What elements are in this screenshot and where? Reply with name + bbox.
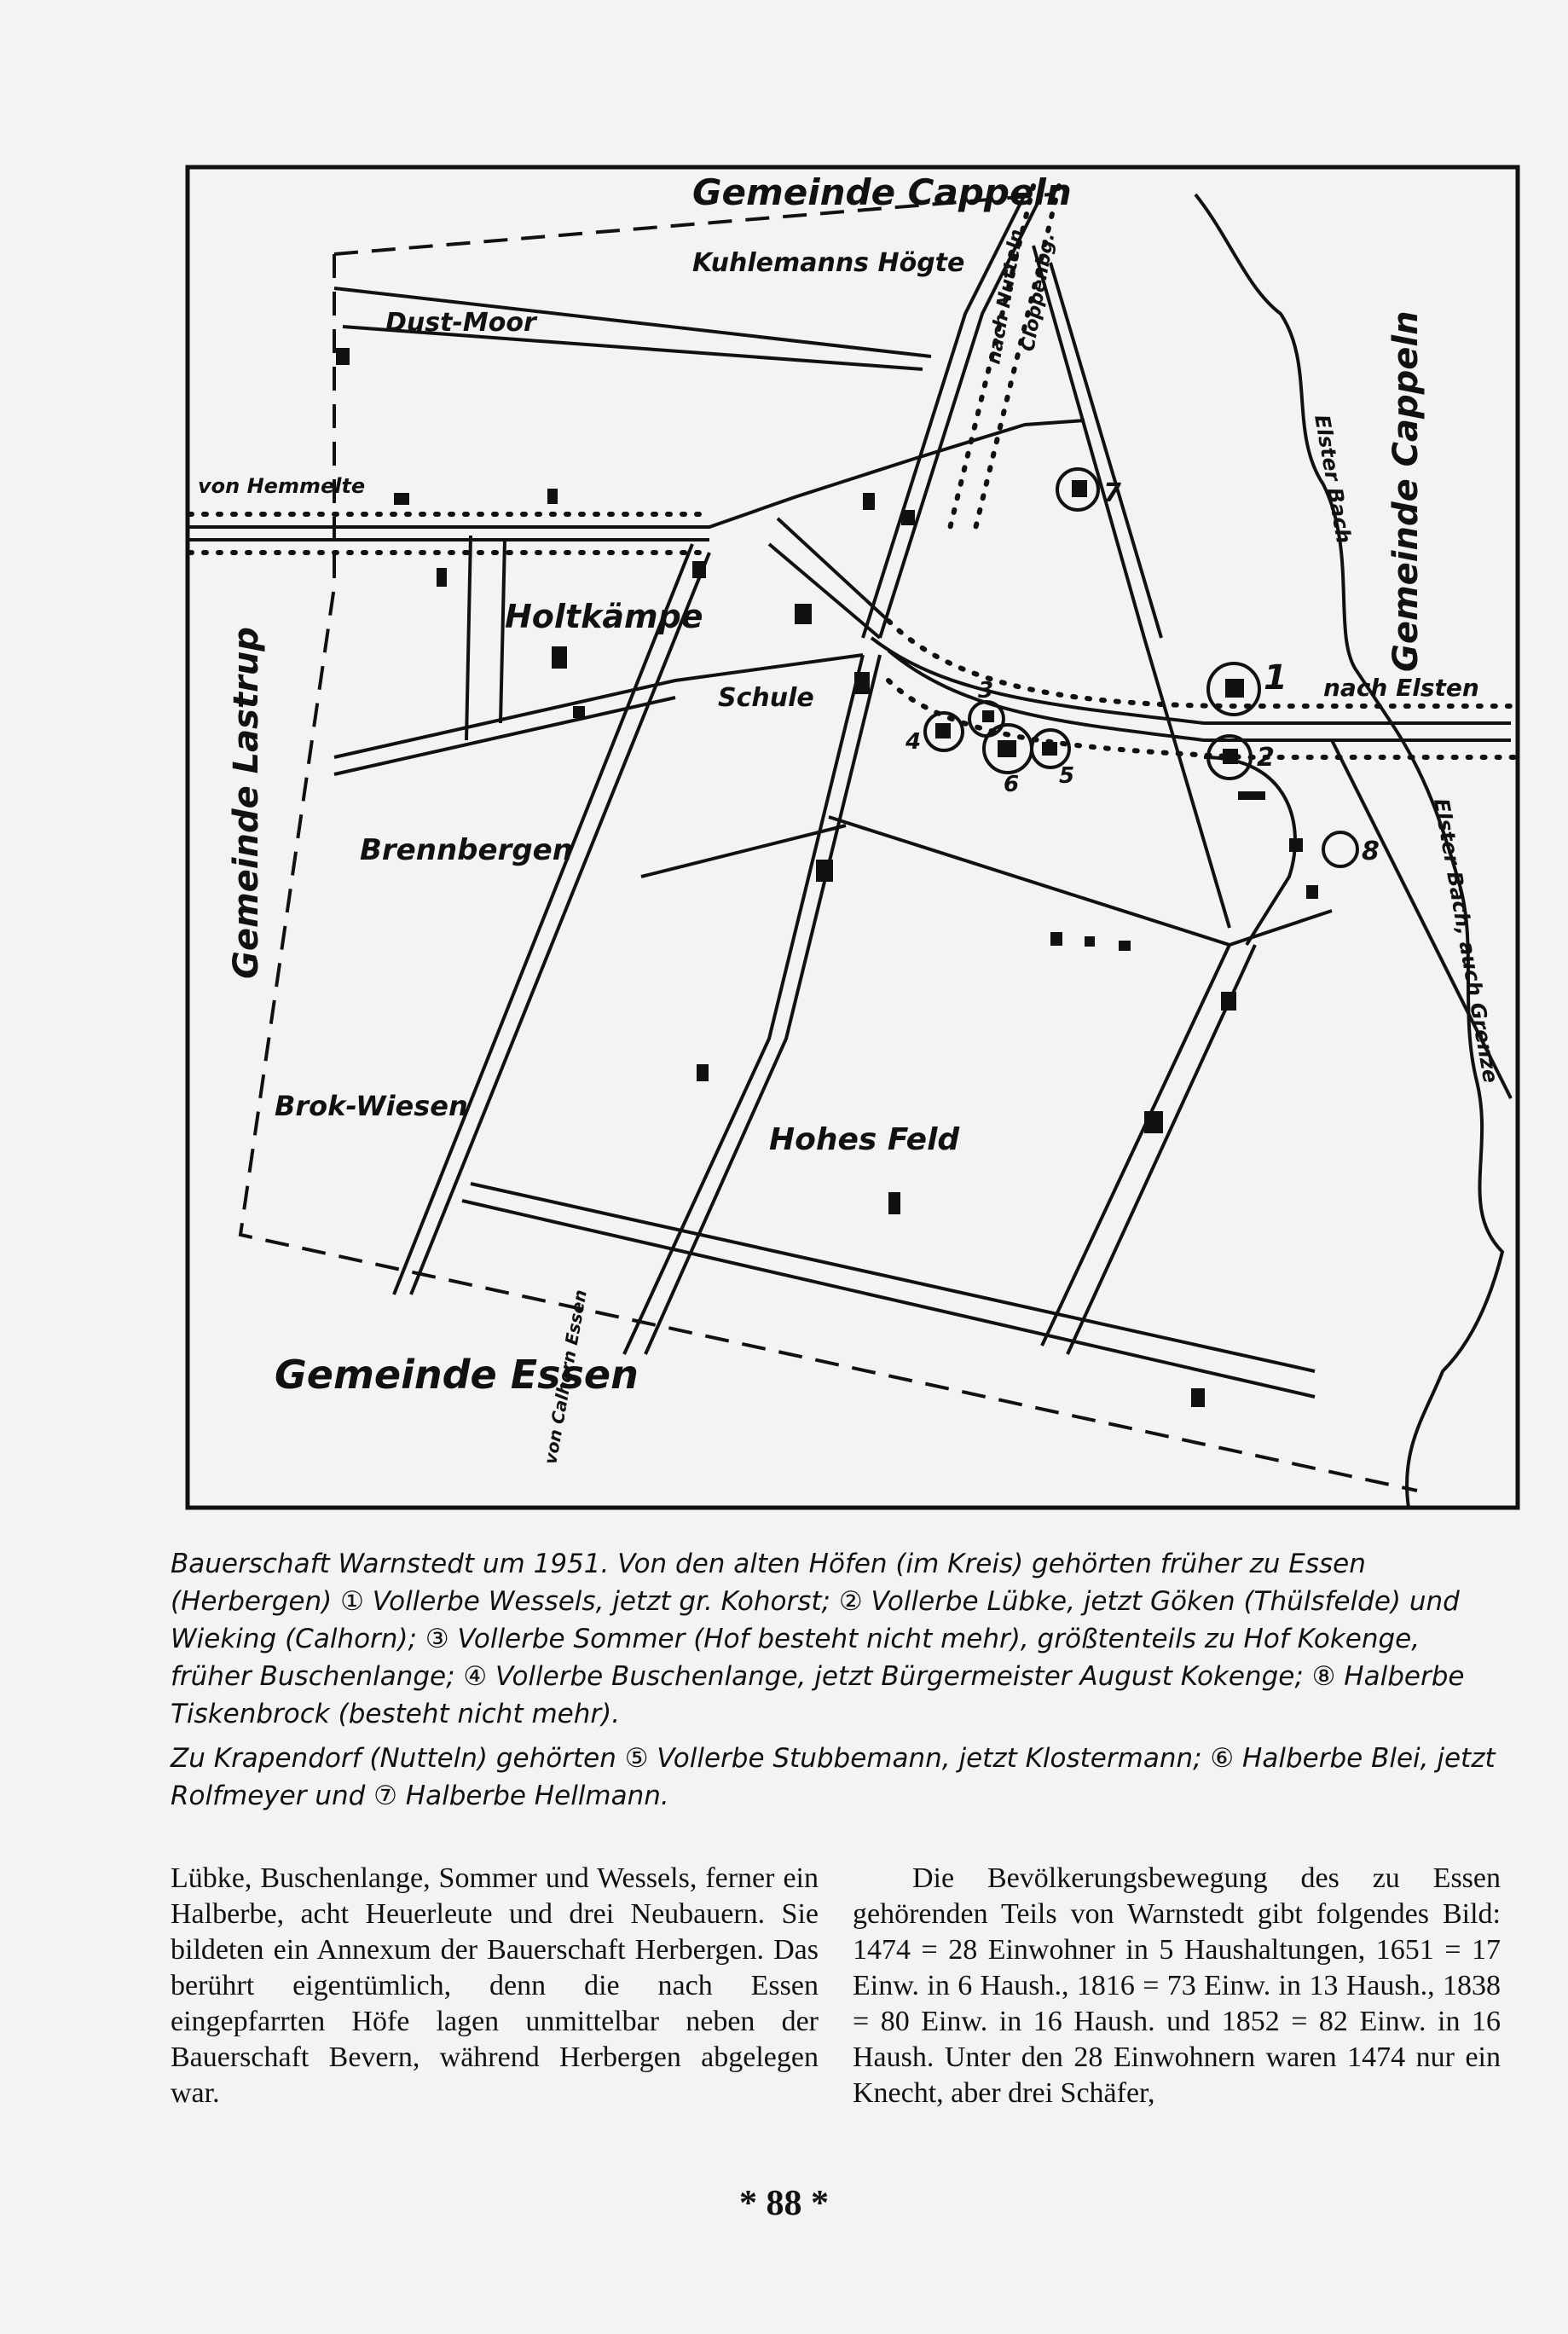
building bbox=[1306, 885, 1318, 899]
building bbox=[1223, 749, 1238, 764]
farm-number-5: 5 bbox=[1059, 763, 1075, 789]
building bbox=[1191, 1388, 1205, 1407]
building bbox=[935, 723, 951, 738]
label-gemeinde-essen: Gemeinde Essen bbox=[275, 1352, 639, 1398]
building bbox=[1050, 932, 1062, 946]
building bbox=[998, 740, 1016, 757]
building bbox=[888, 1192, 900, 1214]
label-von-hemmelte: von Hemmelte bbox=[198, 474, 366, 498]
building bbox=[982, 710, 994, 722]
map-caption bbox=[171, 1545, 1501, 1815]
building bbox=[547, 489, 558, 504]
body-text-left: Lübke, Buschenlange, Sommer und Wessels, ferner ein Halberbe, acht Heuerleute und drei Neubauern. Sie bildeten ein Annexum der Bauerschaft Herbergen. Das berührt eigentümlich, denn die nach Essen eingepfarrten Höfe lagen unmittelbar neben der Bauerschaft Bevern, während Herbergen abgelegen war. bbox=[171, 1862, 819, 2109]
building bbox=[901, 510, 915, 525]
label-elster-bach-grenze: Elster Bach, auch Grenze bbox=[1429, 796, 1503, 1086]
road bbox=[334, 655, 863, 774]
building bbox=[336, 348, 350, 365]
label-gemeinde-lastrup: Gemeinde Lastrup bbox=[227, 627, 266, 979]
building bbox=[1238, 791, 1265, 800]
label-gemeinde-cappeln-top: Gemeinde Cappeln bbox=[692, 171, 1072, 213]
label-gemeinde-cappeln-right: Gemeinde Cappeln bbox=[1386, 310, 1426, 672]
building bbox=[697, 1064, 709, 1081]
label-cloppenburg: Cloppenbg. bbox=[1017, 231, 1060, 354]
road bbox=[624, 655, 880, 1354]
label-dust-moor: Dust-Moor bbox=[385, 308, 536, 338]
road bbox=[1204, 757, 1295, 945]
building bbox=[1225, 679, 1244, 698]
farm-number-2: 2 bbox=[1257, 743, 1275, 773]
building bbox=[1042, 742, 1057, 756]
building bbox=[552, 646, 567, 669]
building bbox=[816, 860, 833, 882]
farm-circle-8 bbox=[1323, 832, 1357, 866]
label-brok-wiesen: Brok-Wiesen bbox=[275, 1090, 468, 1122]
caption-paragraph-2: Zu Krapendorf (Nutteln) gehörten ⑤ Vollerbe Stubbemann, jetzt Klostermann; ⑥ Halberbe Blei, jetzt Rolfmeyer und ⑦ Halberbe Hellmann. bbox=[171, 1743, 1496, 1811]
label-brennbergen: Brennbergen bbox=[360, 833, 573, 867]
farm-number-3: 3 bbox=[978, 678, 994, 704]
building bbox=[1119, 941, 1131, 951]
building bbox=[863, 493, 875, 510]
body-text-right: Die Bevölkerungsbewegung des zu Essen gehörenden Teils von Warnstedt gibt folgendes Bild: 1474 = 28 Einwohner in 5 Haushaltungen, 1651 = 17 Einw. in 6 Haush., 1816 = 73 Einw. in 13 Haush., 1838 = 80 Einw. in 16 Haush. und 1852 = 82 Einw. in 16 Haush. Unter den 28 Einwohnern waren 1474 nur ein Knecht, aber drei Schäfer, bbox=[853, 1862, 1501, 2109]
label-nach-elsten: nach Elsten bbox=[1323, 674, 1479, 702]
building bbox=[437, 568, 447, 587]
building bbox=[692, 561, 706, 578]
label-von-calhorn-essen: von Calhorn Essen bbox=[540, 1288, 591, 1466]
farm-number-7: 7 bbox=[1103, 478, 1121, 508]
road bbox=[769, 518, 888, 638]
building bbox=[573, 706, 585, 718]
farm-number-1: 1 bbox=[1264, 658, 1287, 698]
road bbox=[466, 536, 505, 740]
page-number: * 88 * bbox=[739, 2184, 829, 2223]
body-column-right bbox=[853, 1861, 1501, 2111]
village-map bbox=[181, 160, 1526, 1514]
building bbox=[795, 604, 812, 624]
label-hohes-feld: Hohes Feld bbox=[769, 1122, 960, 1157]
building bbox=[1085, 936, 1095, 947]
bleed-through-texture bbox=[162, 119, 558, 157]
road bbox=[1033, 246, 1230, 928]
label-kuhlemanns-hoegte: Kuhlemanns Högte bbox=[692, 248, 965, 278]
farm-number-6: 6 bbox=[1004, 772, 1020, 797]
farm-number-4: 4 bbox=[906, 729, 922, 755]
building bbox=[1072, 480, 1087, 497]
building bbox=[1289, 838, 1303, 852]
label-elster-bach: Elster Bach bbox=[1310, 413, 1357, 546]
farm-number-8: 8 bbox=[1362, 837, 1380, 866]
label-nach-nutteln: nach Nutteln bbox=[983, 228, 1028, 367]
building bbox=[854, 672, 870, 694]
body-column-left bbox=[171, 1861, 819, 2111]
building bbox=[1144, 1111, 1163, 1133]
label-schule: Schule bbox=[718, 683, 814, 713]
label-holtkaempe: Holtkämpe bbox=[505, 598, 703, 635]
caption-paragraph-1: Bauerschaft Warnstedt um 1951. Von den alten Höfen (im Kreis) gehörten früher zu Essen (Herbergen) ① Vollerbe Wessels, jetzt gr. Kohorst; ② Vollerbe Lübke, jetzt Göken (Thülsfelde) und Wieking (Calhorn); ③ Vollerbe Sommer (Hof besteht nicht mehr), größtenteils zu Hof Kokenge, früher Buschenlange; ④ Vollerbe Buschenlange, jetzt Bürgermeister August Kokenge; ⑧ Halberbe Tiskenbrock (besteht nicht mehr). bbox=[171, 1549, 1465, 1729]
building bbox=[394, 493, 409, 505]
building bbox=[1221, 992, 1236, 1011]
